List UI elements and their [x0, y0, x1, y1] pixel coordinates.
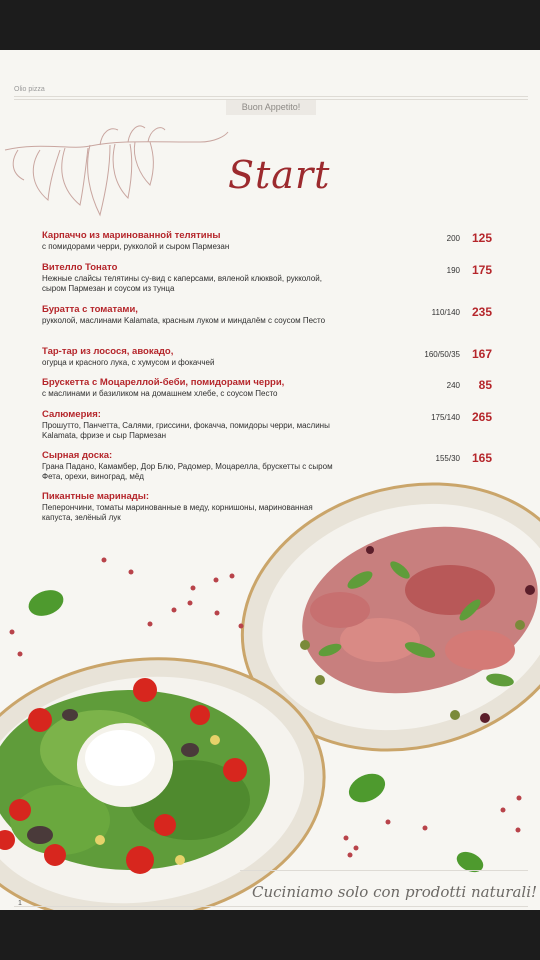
food-illustration	[0, 50, 540, 910]
menu-item-name: Вителло Тонато	[42, 262, 118, 273]
menu-item-weight: 110/140	[431, 308, 460, 317]
motto-bottom: Cuciniamo solo con prodotti naturali!	[252, 883, 538, 901]
menu-page	[0, 50, 540, 910]
section-title: Start	[228, 153, 331, 197]
motto-top: Buon Appetito!	[226, 100, 316, 115]
menu-item-name: Брускетта с Моцареллой-беби, помидорами черри,	[42, 377, 285, 388]
menu-item-price: 235	[471, 305, 492, 319]
bottom-divider	[240, 870, 528, 871]
menu-item-weight: 160/50/35	[424, 350, 460, 359]
menu-item-weight: 200	[446, 234, 460, 243]
menu-item-description: Грана Падано, Камамбер, Дор Блю, Радомер, Моцарелла, брускетты с сыром Фета, орехи, виноград, мёд	[42, 462, 333, 481]
menu-item-description: Прошутто, Панчетта, Салями, гриссини, фокачча, помидоры черри, маслины Kalamata, фризе и сыр Пармезан	[42, 421, 330, 440]
menu-item-price: 125	[471, 231, 492, 245]
brand-name: Olio pizza	[14, 86, 45, 93]
menu-item-name: Салюмерия:	[42, 409, 101, 420]
menu-item-description: с помидорами черри, рукколой и сыром Пармезан	[42, 242, 230, 251]
menu-item-description: с маслинами и базиликом на домашнем хлебе, с соусом Песто	[42, 389, 278, 398]
menu-item-weight: 175/140	[431, 413, 460, 422]
menu-item-weight: 155/30	[435, 454, 460, 463]
menu-item-weight: 190	[446, 266, 460, 275]
menu-item-weight: 240	[446, 381, 460, 390]
menu-item-price: 265	[471, 410, 492, 424]
menu-item-description: Нежные слайсы телятины су-вид с каперсами, вяленой клюквой, рукколой, сыром Пармезан и соусом из тунца	[42, 274, 322, 293]
menu-item-name: Карпаччо из маринованной телятины	[42, 230, 221, 241]
menu-item-description: огурца и красного лука, с хумусом и фокаччей	[42, 358, 215, 367]
menu-item-price: 167	[471, 347, 492, 361]
menu-item-description: рукколой, маслинами Kalamata, красным луком и миндалём с соусом Песто	[42, 316, 326, 325]
menu-item-description: Пеперончини, томаты маринованные в меду, корнишоны, маринованная капуста, зелёный лук	[42, 503, 313, 522]
menu-item-name: Пикантные маринады:	[42, 491, 150, 502]
menu-item-name: Сырная доска:	[42, 450, 113, 461]
menu-item-price: 175	[471, 263, 492, 277]
menu-item-price: 85	[478, 378, 492, 392]
bottom-divider-2	[14, 906, 528, 907]
page-number: 1	[18, 900, 22, 907]
menu-item-name: Тар-тар из лосося, авокадо,	[42, 346, 174, 357]
menu-item-name: Буратта с томатами,	[42, 304, 138, 315]
menu-item-price: 165	[471, 451, 492, 465]
